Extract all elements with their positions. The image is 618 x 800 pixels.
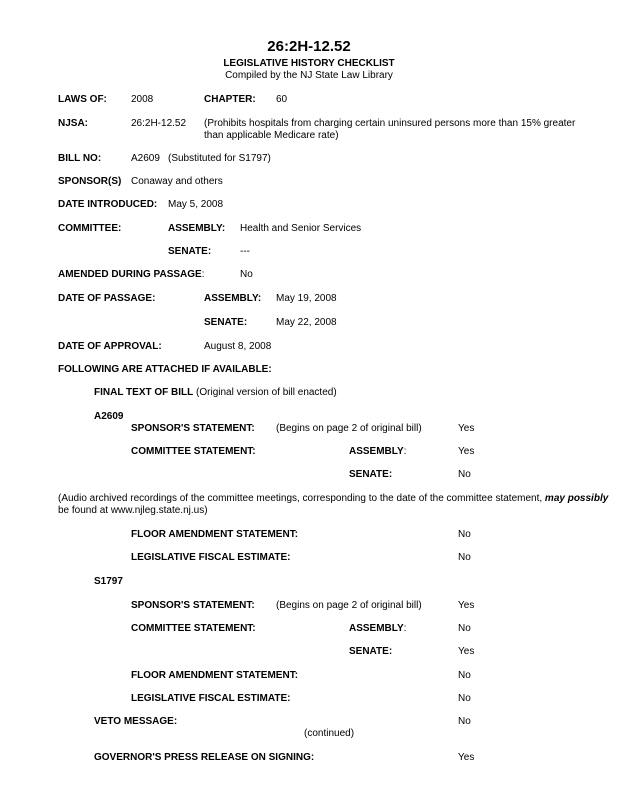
date-introduced-value: May 5, 2008: [168, 199, 224, 210]
s1797-sponsor-label: SPONSOR'S STATEMENT:: [131, 600, 255, 611]
s1797-heading: S1797: [94, 576, 123, 587]
s1797-assembly-row: [349, 623, 406, 635]
a2609-floor-value: No: [458, 529, 471, 540]
a2609-heading: A2609: [94, 411, 124, 422]
a2609-committee-label: COMMITTEE STATEMENT:: [131, 446, 256, 457]
veto-label: VETO MESSAGE:: [94, 716, 178, 727]
final-text-label: FINAL TEXT OF BILL: [94, 387, 194, 398]
document-subtitle: LEGISLATIVE HISTORY CHECKLIST: [223, 58, 395, 69]
chapter-value: 60: [276, 94, 288, 105]
amended-row: [58, 269, 205, 281]
audio-note-line2: be found at www.njleg.state.nj.us): [58, 505, 208, 516]
bill-no-note: (Substituted for S1797): [168, 153, 271, 164]
a2609-assembly-row: [349, 446, 406, 458]
s1797-assembly-value: No: [458, 623, 471, 634]
sponsors-label: SPONSOR(S): [58, 176, 122, 187]
governor-value: Yes: [458, 752, 475, 763]
committee-senate-value: ---: [240, 246, 250, 257]
laws-of-label: LAWS OF:: [58, 94, 107, 105]
s1797-fiscal-label: LEGISLATIVE FISCAL ESTIMATE:: [131, 693, 291, 704]
s1797-committee-label: COMMITTEE STATEMENT:: [131, 623, 256, 634]
committee-label: COMMITTEE:: [58, 223, 122, 234]
a2609-sponsor-value: Yes: [458, 423, 475, 434]
continued-note: (continued): [304, 728, 355, 739]
s1797-sponsor-value: Yes: [458, 600, 475, 611]
passage-senate-label: SENATE:: [204, 317, 248, 328]
a2609-assembly-colon: :: [403, 446, 407, 457]
s1797-floor-label: FLOOR AMENDMENT STATEMENT:: [131, 670, 299, 681]
passage-label: DATE OF PASSAGE:: [58, 293, 156, 304]
s1797-senate-label: SENATE:: [349, 646, 393, 657]
a2609-sponsor-note: (Begins on page 2 of original bill): [276, 423, 422, 434]
a2609-assembly-value: Yes: [458, 446, 475, 457]
njsa-value: 26:2H-12.52: [131, 118, 187, 129]
final-text-note: (Original version of bill enacted): [196, 387, 337, 398]
s1797-floor-value: No: [458, 670, 471, 681]
amended-value: No: [240, 269, 253, 280]
committee-senate-label: SENATE:: [168, 246, 212, 257]
laws-of-value: 2008: [131, 94, 154, 105]
audio-note-emphasis: may possibly: [544, 493, 609, 504]
a2609-fiscal-value: No: [458, 552, 471, 563]
a2609-senate-value: No: [458, 469, 471, 480]
document-title: 26:2H-12.52: [267, 38, 351, 55]
bill-no-value: A2609: [131, 153, 160, 164]
njsa-description: (Prohibits hospitals from charging certain uninsured persons more than 15% greater than applicable Medicare rate): [204, 118, 576, 141]
s1797-assembly-colon: :: [403, 623, 407, 634]
s1797-fiscal-value: No: [458, 693, 471, 704]
audio-note-line1: [58, 493, 608, 505]
amended-colon: :: [201, 269, 205, 280]
a2609-senate-label: SENATE:: [349, 469, 393, 480]
s1797-senate-value: Yes: [458, 646, 475, 657]
audio-note-text: (Audio archived recordings of the committee meetings, corresponding to the date of the committee statement,: [58, 493, 545, 504]
a2609-fiscal-label: LEGISLATIVE FISCAL ESTIMATE:: [131, 552, 291, 563]
veto-value: No: [458, 716, 471, 727]
approval-label: DATE OF APPROVAL:: [58, 341, 162, 352]
a2609-floor-label: FLOOR AMENDMENT STATEMENT:: [131, 529, 299, 540]
amended-label: AMENDED DURING PASSAGE: [58, 269, 202, 280]
passage-assembly-value: May 19, 2008: [276, 293, 337, 304]
passage-assembly-label: ASSEMBLY:: [204, 293, 262, 304]
passage-senate-value: May 22, 2008: [276, 317, 337, 328]
sponsors-value: Conaway and others: [131, 176, 223, 187]
compiled-by: Compiled by the NJ State Law Library: [225, 70, 393, 81]
committee-assembly-value: Health and Senior Services: [240, 223, 362, 234]
a2609-assembly-label: ASSEMBLY: [349, 446, 404, 457]
date-introduced-label: DATE INTRODUCED:: [58, 199, 158, 210]
governor-label: GOVERNOR'S PRESS RELEASE ON SIGNING:: [94, 752, 315, 763]
committee-assembly-label: ASSEMBLY:: [168, 223, 226, 234]
approval-value: August 8, 2008: [204, 341, 272, 352]
chapter-label: CHAPTER:: [204, 94, 256, 105]
njsa-label: NJSA:: [58, 118, 89, 129]
final-text-row: [94, 387, 337, 399]
attached-heading: FOLLOWING ARE ATTACHED IF AVAILABLE:: [58, 364, 272, 375]
a2609-sponsor-label: SPONSOR'S STATEMENT:: [131, 423, 255, 434]
bill-no-label: BILL NO:: [58, 153, 102, 164]
s1797-sponsor-note: (Begins on page 2 of original bill): [276, 600, 422, 611]
s1797-assembly-label: ASSEMBLY: [349, 623, 404, 634]
